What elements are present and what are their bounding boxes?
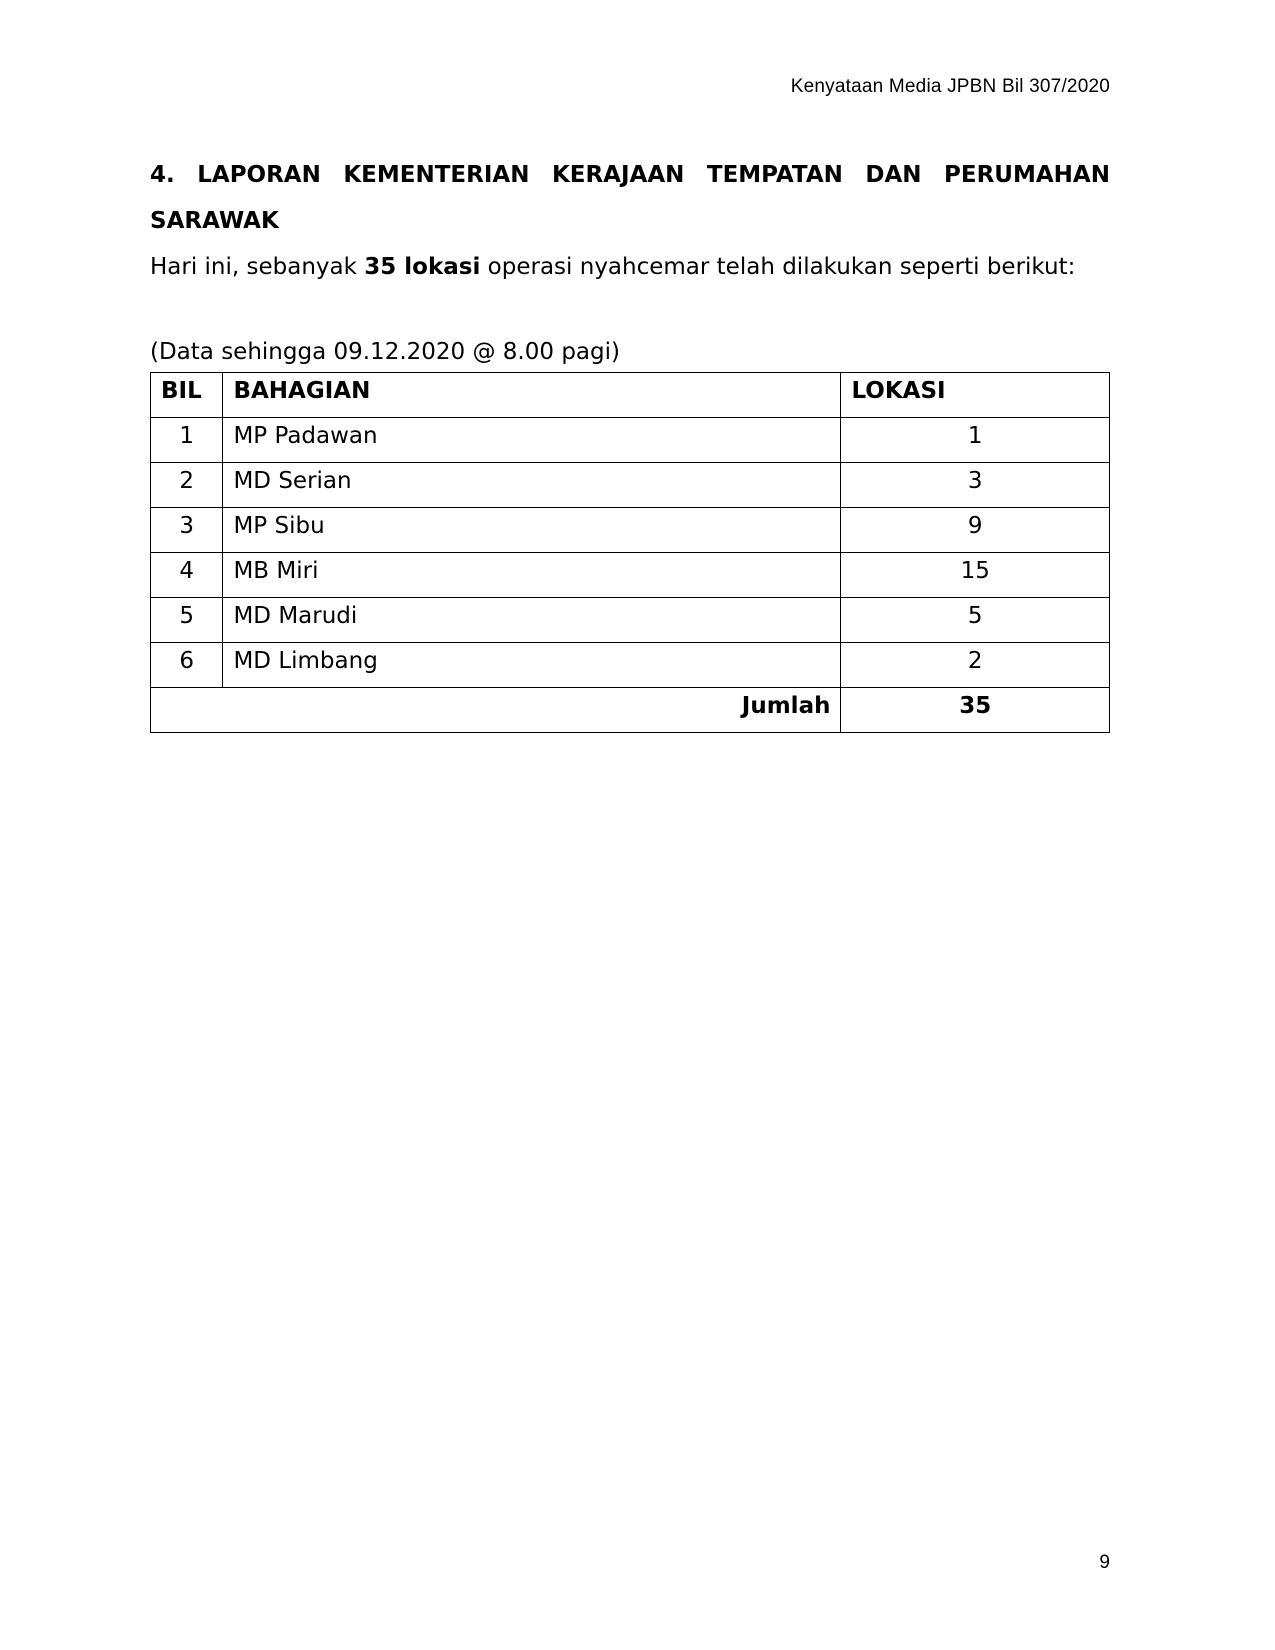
- cell-lokasi: 3: [841, 463, 1110, 508]
- cell-lokasi: 2: [841, 643, 1110, 688]
- cell-bil: 3: [151, 508, 223, 553]
- section-heading: [150, 152, 1110, 198]
- heading-word: KERAJAAN: [551, 162, 685, 188]
- cell-bil: 6: [151, 643, 223, 688]
- cell-lokasi: 1: [841, 418, 1110, 463]
- table-row: [151, 418, 1110, 463]
- cell-bahagian: MP Padawan: [223, 418, 841, 463]
- table-row: [151, 598, 1110, 643]
- table-row: [151, 553, 1110, 598]
- header-lokasi: LOKASI: [841, 373, 1110, 418]
- header-bahagian: BAHAGIAN: [223, 373, 841, 418]
- table-header-row: [151, 373, 1110, 418]
- section-heading-continued: SARAWAK: [150, 208, 279, 234]
- page-number: 9: [1099, 1552, 1110, 1573]
- heading-word: KEMENTERIAN: [343, 162, 530, 188]
- cell-lokasi: 15: [841, 553, 1110, 598]
- heading-word: DAN: [865, 162, 922, 188]
- table-row: [151, 508, 1110, 553]
- intro-text-before: Hari ini, sebanyak: [150, 254, 365, 280]
- location-table: [150, 372, 1110, 733]
- heading-word: LAPORAN: [197, 162, 321, 188]
- cell-bahagian: MP Sibu: [223, 508, 841, 553]
- cell-bil: 1: [151, 418, 223, 463]
- header-bil: BIL: [151, 373, 223, 418]
- heading-word: PERUMAHAN: [944, 162, 1110, 188]
- heading-word: 4.: [150, 162, 175, 188]
- intro-highlight: 35 lokasi: [364, 254, 481, 280]
- total-label: Jumlah: [151, 688, 841, 733]
- intro-text-after: operasi nyahcemar telah dilakukan seperti berikut:: [480, 254, 1076, 280]
- table-total-row: [151, 688, 1110, 733]
- cell-bil: 2: [151, 463, 223, 508]
- cell-bahagian: MD Marudi: [223, 598, 841, 643]
- total-value: 35: [841, 688, 1110, 733]
- document-body: [150, 152, 1110, 733]
- table-row: [151, 463, 1110, 508]
- cell-lokasi: 9: [841, 508, 1110, 553]
- cell-bahagian: MB Miri: [223, 553, 841, 598]
- cell-bahagian: MD Limbang: [223, 643, 841, 688]
- heading-word: TEMPATAN: [706, 162, 843, 188]
- document-reference: Kenyataan Media JPBN Bil 307/2020: [790, 76, 1110, 97]
- table-row: [151, 643, 1110, 688]
- cell-bil: 5: [151, 598, 223, 643]
- cell-bahagian: MD Serian: [223, 463, 841, 508]
- cell-bil: 4: [151, 553, 223, 598]
- data-timestamp-note: (Data sehingga 09.12.2020 @ 8.00 pagi): [150, 339, 620, 365]
- cell-lokasi: 5: [841, 598, 1110, 643]
- intro-paragraph: [150, 244, 1110, 290]
